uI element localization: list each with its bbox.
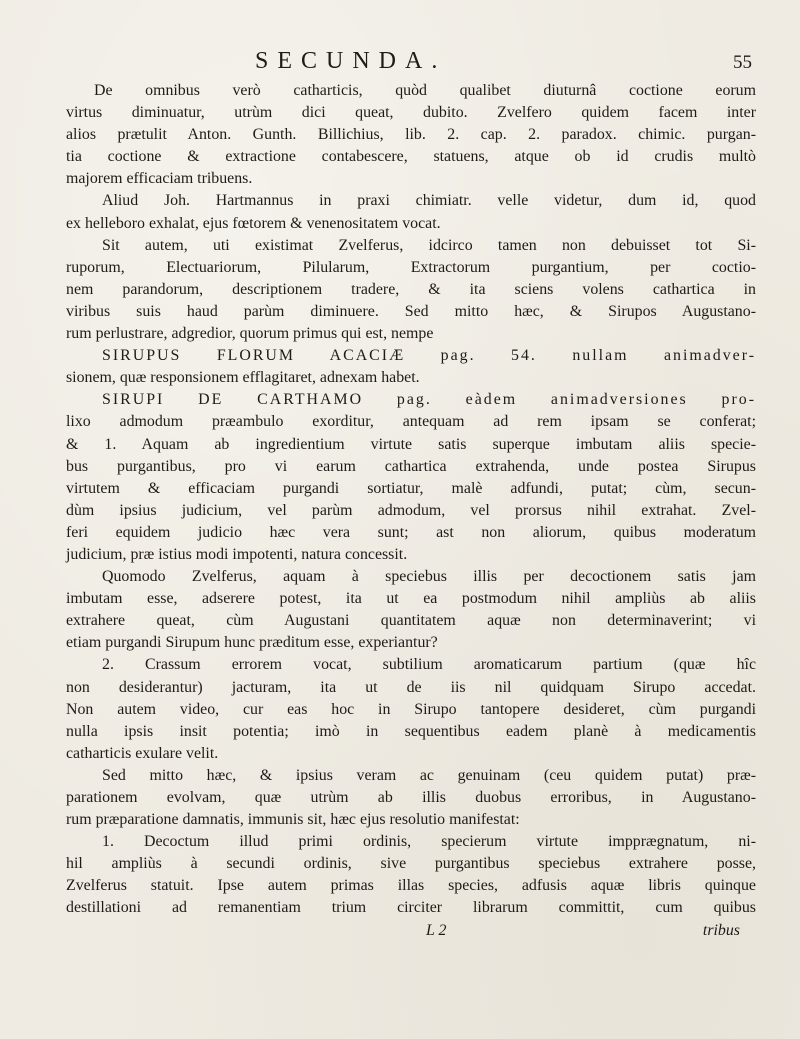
page-footer bbox=[66, 920, 756, 942]
text-line: De omnibus verò catharticis, quòd qualibet diuturnâ coctione eorum bbox=[94, 82, 756, 99]
text-line: virtutem & efficaciam purgandi sortiatur, malè adfundi, putat; cùm, secun- bbox=[66, 479, 756, 497]
text-line: parationem evolvam, quæ utrùm ab illis duobus erroribus, in Augustano- bbox=[66, 789, 756, 806]
text-line: 1. Decoctum illud primi ordinis, specierum virtute impprægnatum, ni- bbox=[102, 833, 756, 851]
text-line: extrahere queat, cùm Augustani quantitatem aquæ non determinaverint; vi bbox=[66, 612, 756, 630]
text-line: rum præparatione damnatis, immunis sit, hæc ejus resolutio manifestat: bbox=[66, 811, 520, 829]
text-line: ex helleboro exhalat, ejus fœtorem & venenositatem vocat. bbox=[66, 214, 441, 232]
text-line: imbutam esse, adserere potest, ita ut ea postmodum nihil ampliùs ab aliis bbox=[66, 590, 756, 608]
text-line: alios prætulit Anton. Gunth. Billichius, lib. 2. cap. 2. paradox. chimic. purgan- bbox=[66, 126, 756, 144]
text-line: rum perlustrare, adgredior, quorum primus qui est, nempe bbox=[66, 325, 434, 343]
text-line: sionem, quæ responsionem efflagitaret, adnexam habet. bbox=[66, 369, 420, 387]
page-number: 55 bbox=[733, 52, 752, 73]
text-line: Zvelferus statuit. Ipse autem primas illas species, adfusis aquæ libris quinque bbox=[66, 877, 756, 895]
text-line: lixo admodum præambulo exorditur, antequam ad rem ipsam se conferat; bbox=[66, 413, 756, 431]
running-title: SECUNDA. bbox=[255, 48, 447, 74]
text-line: & 1. Aquam ab ingredientium virtute satis superque imbutam aliis specie- bbox=[66, 435, 756, 453]
text-line: bus purgantibus, pro vi earum cathartica extrahenda, unde postea Sirupus bbox=[66, 457, 756, 475]
body-text bbox=[66, 80, 756, 942]
text-line: destillationi ad remanentiam trium circiter librarum committit, cum quibus bbox=[66, 899, 756, 917]
text-line: judicium, præ istius modi impotenti, natura concessit. bbox=[66, 545, 408, 563]
text-line: dùm ipsius judicium, vel parùm admodum, vel prorsus nihil extrahat. Zvel- bbox=[66, 501, 756, 519]
text-line: hil ampliùs à secundi ordinis, sive purgantibus speciebus extrahere posse, bbox=[66, 855, 756, 873]
text-line: nulla ipsis insit potentia; imò in sequentibus eadem planè à medicamentis bbox=[66, 722, 756, 740]
text-line: 2. Crassum errorem vocat, subtilium aromaticarum partium (quæ hîc bbox=[102, 656, 756, 674]
text-line: feri equidem judicio hæc vera sunt; ast non aliorum, quibus moderatum bbox=[66, 523, 756, 541]
text-line: Aliud Joh. Hartmannus in praxi chimiatr. velle videtur, dum id, quod bbox=[102, 192, 756, 210]
text-line: etiam purgandi Sirupum hunc præditum esse, experiantur? bbox=[66, 634, 438, 652]
signature-mark: L 2 bbox=[426, 921, 447, 939]
catchword: tribus bbox=[702, 921, 740, 939]
page-header bbox=[0, 36, 800, 76]
text-line: virtus diminuatur, utrùm dici queat, dubito. Zvelfero quidem facem inter bbox=[66, 104, 756, 122]
text-line: Non autem video, cur eas hoc in Sirupo tantopere desideret, cùm purgandi bbox=[66, 700, 756, 718]
text-line: Sit autem, uti existimat Zvelferus, idcirco tamen non debuisset tot Si- bbox=[102, 236, 756, 254]
text-line: Quomodo Zvelferus, aquam à speciebus illis per decoctionem satis jam bbox=[102, 568, 756, 586]
text-line: SIRUPI DE CARTHAMO pag. eàdem animadversiones pro- bbox=[102, 391, 756, 409]
text-line: catharticis exulare velit. bbox=[66, 744, 219, 762]
text-line: tia coctione & extractione contabescere, statuens, atque ob id crudis multò bbox=[66, 148, 756, 166]
text-line: Sed mitto hæc, & ipsius veram ac genuinam (ceu quidem putat) præ- bbox=[102, 766, 756, 784]
text-line: ruporum, Electuariorum, Pilularum, Extractorum purgantium, per coctio- bbox=[66, 258, 756, 276]
text-line: majorem efficaciam tribuens. bbox=[66, 170, 253, 188]
text-line: SIRUPUS FLORUM ACACIÆ pag. 54. nullam animadver- bbox=[102, 347, 756, 365]
text-line: nem parandorum, descriptionem tradere, & ita sciens volens cathartica in bbox=[66, 280, 756, 298]
text-line: viribus suis haud parùm diminuere. Sed mitto hæc, & Sirupos Augustano- bbox=[66, 302, 756, 320]
text-line: non desiderantur) jacturam, ita ut de iis nil quidquam Sirupo accedat. bbox=[66, 678, 756, 696]
